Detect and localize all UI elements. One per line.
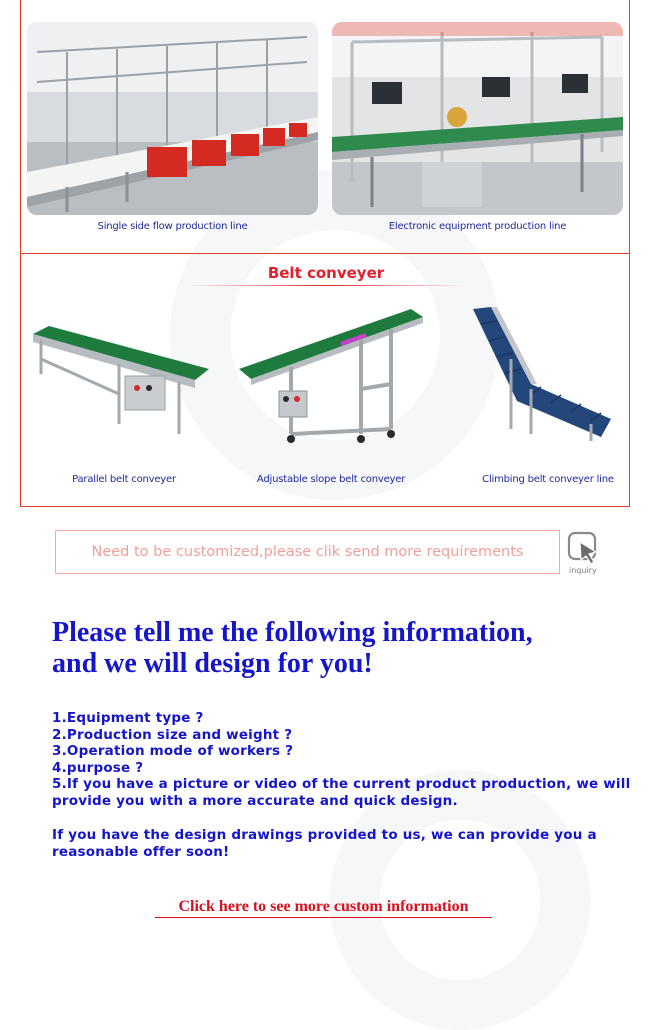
- custom-info-link[interactable]: Click here to see more custom information: [155, 898, 492, 918]
- headline-line-1: Please tell me the following information,: [52, 617, 533, 648]
- offer-text: If you have the design drawings provided to us, we can provide you a reasonable offer soon!: [52, 827, 597, 860]
- adjustable-slope-caption: Adjustable slope belt conveyer: [256, 474, 406, 485]
- title-divider: [186, 285, 466, 286]
- climbing-belt-caption: Climbing belt conveyer line: [482, 474, 614, 485]
- list-item: 1.Equipment type ?: [52, 710, 204, 726]
- single-side-flow-caption: Single side flow production line: [97, 221, 248, 232]
- production-line-panel: [20, 0, 630, 254]
- electronic-equipment-caption: Electronic equipment production line: [388, 221, 567, 232]
- list-item: 2.Production size and weight ?: [52, 726, 293, 743]
- customize-inquiry-button[interactable]: Need to be customized,please clik send more requirements: [55, 530, 560, 574]
- headline-line-2: and we will design for you!: [52, 648, 373, 679]
- info-headline: [52, 617, 632, 679]
- list-item: 5.If you have a picture or video of the current product production, we will provide you with a more accurate and quick design.: [52, 776, 631, 809]
- climbing-belt-conveyer-image: [461, 299, 621, 449]
- inquiry-label: inquiry: [569, 566, 597, 575]
- list-item: 3.Operation mode of workers ?: [52, 743, 294, 760]
- single-side-flow-photo: [27, 22, 318, 215]
- belt-conveyer-title: Belt conveyer: [267, 264, 385, 282]
- adjustable-slope-conveyer-image: [231, 299, 431, 449]
- parallel-belt-caption: Parallel belt conveyer: [72, 474, 176, 485]
- list-item: 4.purpose ?: [52, 759, 144, 776]
- belt-conveyer-panel: [20, 253, 630, 507]
- electronic-equipment-photo: [332, 22, 623, 215]
- question-list: [52, 710, 642, 810]
- parallel-belt-conveyer-image: [29, 314, 219, 444]
